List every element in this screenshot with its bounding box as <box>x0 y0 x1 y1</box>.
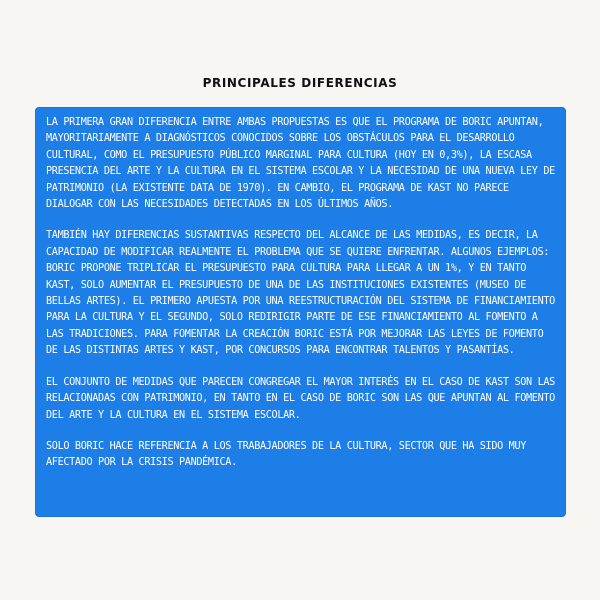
paragraph-2: TAMBIÉN HAY DIFERENCIAS SUSTANTIVAS RESPECTO DEL ALCANCE DE LAS MEDIDAS, ES DECIR, LA CAPACIDAD DE MODIFICAR REALMENTE EL PROBLEMA QUE SE QUIERE ENFRENTAR. ALGUNOS EJEMPLOS: BORIC PROPONE TRIPLICAR EL PRESUPUESTO PARA CULTURA PARA LLEGAR A UN 1%, Y EN TANTO KAST, SOLO AUMENTAR EL PRESUPUESTO DE UNA DE LAS INSTITUCIONES EXISTENTES (MUSEO DE BELLAS ARTES). EL PRIMERO APUESTA POR UNA REESTRUCTURACIÓN DEL SISTEMA DE FINANCIAMIENTO PARA LA CULTURA Y EL SEGUNDO, SOLO REDIRIGIR PARTE DE ESE FINANCIAMIENTO AL FOMENTO A LAS TRADICIONES. PARA FOMENTAR LA CREACIÓN BORIC ESTÁ POR MEJORAR LAS LEYES DE FOMENTO DE LAS DISTINTAS ARTES Y KAST, POR CONCURSOS PARA ENCONTRAR TALENTOS Y PASANTÍAS. <box>46 230 555 357</box>
paragraph-3: EL CONJUNTO DE MEDIDAS QUE PARECEN CONGREGAR EL MAYOR INTERÉS EN EL CASO DE KAST SON LAS RELACIONADAS CON PATRIMONIO, EN TANTO EN EL CASO DE BORIC SON LAS QUE APUNTAN AL FOMENTO DEL ARTE Y LA CULTURA EN EL SISTEMA ESCOLAR. <box>46 376 555 421</box>
paragraph-1: LA PRIMERA GRAN DIFERENCIA ENTRE AMBAS PROPUESTAS ES QUE EL PROGRAMA DE BORIC APUNTAN, MAYORITARIAMENTE A DIAGNÓSTICOS CONOCIDOS SOBRE LOS OBSTÁCULOS PARA EL DESARROLLO CULTURAL, COMO EL PRESUPUESTO PÚBLICO MARGINAL PARA CULTURA (HOY EN 0,3%), LA ESCASA PRESENCIA DEL ARTE Y LA CULTURA EN EL SISTEMA ESCOLAR Y LA NECESIDAD DE UNA NUEVA LEY DE PATRIMONIO (LA EXISTENTE DATA DE 1970). EN CAMBIO, EL PROGRAMA DE KAST NO PARECE DIALOGAR CON LAS NECESIDADES DETECTADAS EN LOS ÚLTIMOS AÑOS. <box>46 117 555 211</box>
section-title: PRINCIPALES DIFERENCIAS <box>202 76 398 90</box>
highlight-text <box>46 115 558 487</box>
paragraph-4: SOLO BORIC HACE REFERENCIA A LOS TRABAJADORES DE LA CULTURA, SECTOR QUE HA SIDO MUY AFECTADO POR LA CRISIS PANDÉMICA. <box>46 440 527 469</box>
